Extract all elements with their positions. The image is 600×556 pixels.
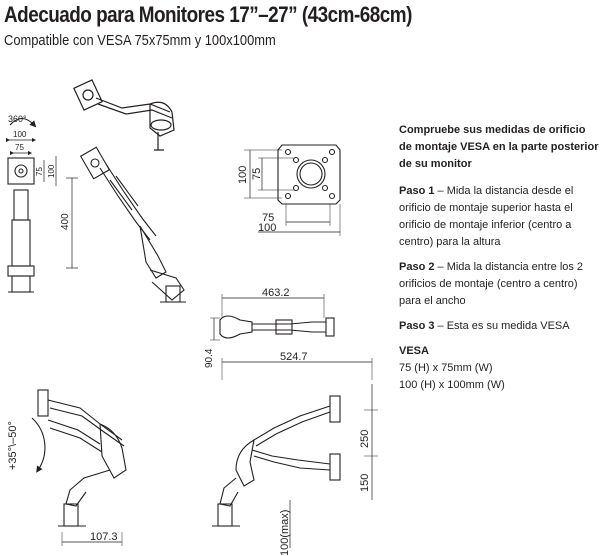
dim-arm-150-label: 150 <box>359 473 371 492</box>
page-title: Adecuado para Monitores 17”–27” (43cm-68cm) <box>4 2 412 27</box>
vesa-info-heading: Compruebe sus medidas de orificio de montaje VESA en la parte posterior de su monitor <box>399 124 599 170</box>
step-3 <box>399 318 599 335</box>
step-1-text: – Mida la distancia desde el orificio de montaje superior hasta el orificio de montaje inferior (centro a centro) para la altura <box>399 185 574 248</box>
dim-vesa-left-75-label: 75 <box>251 167 263 180</box>
dim-top-100-label: 100 <box>13 130 27 139</box>
page-subtitle: Compatible con VESA 75x75mm y 100x100mm <box>4 32 276 49</box>
arm-drawing-top <box>74 80 174 150</box>
vesa-info-panel <box>399 122 599 394</box>
step-2-text: – Mida la distancia entre los 2 orificios de montaje (centro a centro) para el ancho <box>399 261 584 307</box>
dim-reach-524-label: 524.7 <box>280 351 308 363</box>
top-view-drawing <box>210 294 372 380</box>
side-view-drawing <box>81 147 186 302</box>
dim-rotation-label: 360° <box>8 114 27 124</box>
vesa-line-100: 100 (H) x 100mm (W) <box>399 379 505 391</box>
dim-reach-463-label: 463.2 <box>262 287 290 299</box>
dim-tilt-label: +35°\–50° <box>7 421 19 470</box>
dim-clamp-100-label: 100(max) <box>279 509 291 556</box>
vesa-title: VESA <box>399 345 429 357</box>
step-3-label: Paso 3 <box>399 320 435 332</box>
dim-vesa-left-100-label: 100 <box>237 165 249 184</box>
dim-side-100-label: 100 <box>47 164 56 178</box>
dim-base-107-label: 107.3 <box>90 531 118 543</box>
step-1 <box>399 183 599 251</box>
dim-vesa-bottom-75-label: 75 <box>262 212 275 224</box>
dim-vesa-bottom-100-label: 100 <box>258 222 277 234</box>
step-2 <box>399 259 599 310</box>
dim-height-90-label: 90.4 <box>204 348 215 368</box>
dim-side-75-label: 75 <box>35 167 44 176</box>
step-1-label: Paso 1 <box>399 185 435 197</box>
vesa-line-75: 75 (H) x 75mm (W) <box>399 362 493 374</box>
range-drawing <box>212 384 378 548</box>
dim-height-400-label: 400 <box>60 213 71 230</box>
dim-arm-250-label: 250 <box>359 429 371 448</box>
dim-top-75-label: 75 <box>15 143 24 152</box>
step-3-text: – Esta es su medida VESA <box>434 320 570 332</box>
step-2-label: Paso 2 <box>399 261 435 273</box>
tilt-drawing <box>32 390 126 546</box>
